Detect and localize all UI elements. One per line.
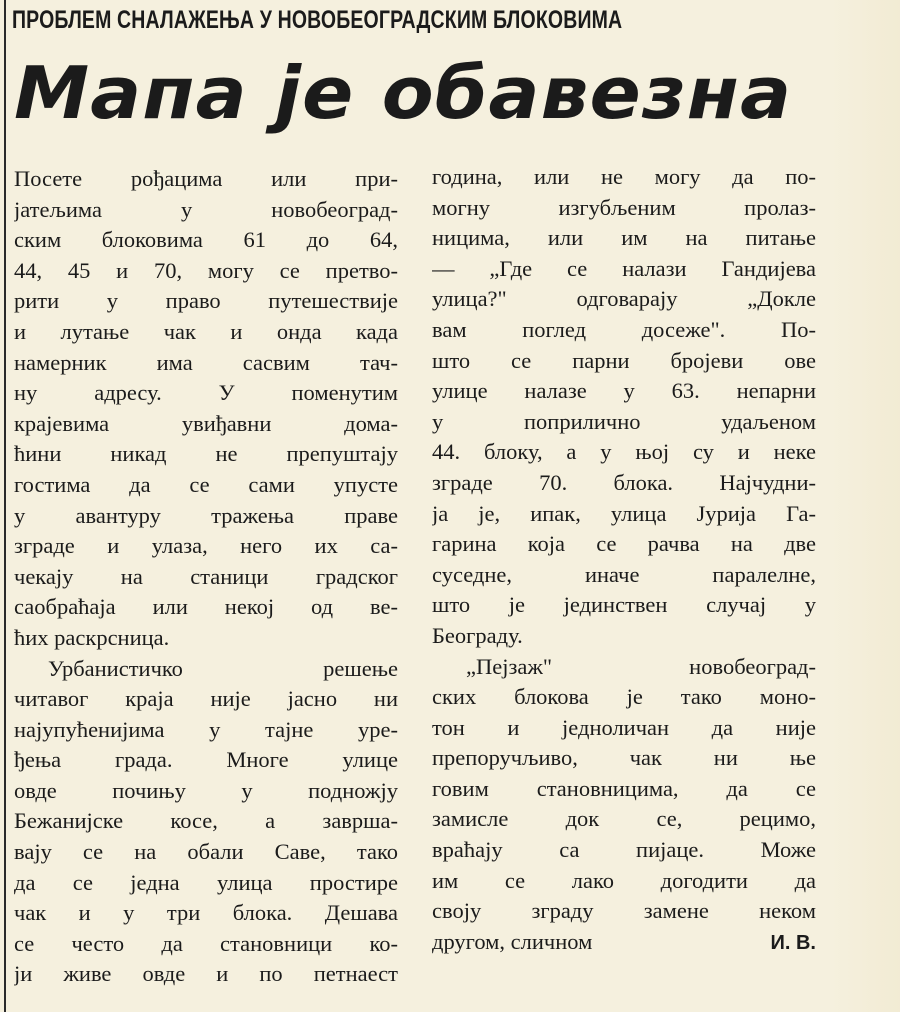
text-line: година, или не могу да по-	[432, 164, 816, 189]
text-line: намерник има сасвим тач-	[14, 349, 398, 375]
text-line: зграде 70. блока. Најчудни-	[432, 469, 816, 495]
text-line: говим становницима, да се	[432, 775, 816, 801]
text-line: гостима да се сами упусте	[14, 471, 398, 497]
text-line: замисле док се, рецимо,	[432, 806, 816, 832]
text-line: Београду.	[432, 622, 523, 648]
text-line: гарина која се рачва на две	[432, 531, 816, 557]
text-line: препоручљиво, чак ни ње	[432, 745, 816, 771]
text-line: улице налазе у 63. непарни	[432, 378, 816, 404]
text-line: чекају на станици градског	[14, 563, 398, 589]
text-line: Урбанистичко решење	[48, 655, 398, 681]
text-line: ским блоковима 61 до 64,	[14, 227, 398, 253]
text-line: се често да становници ко-	[14, 930, 398, 956]
article-column-left	[14, 164, 398, 990]
column-rule	[4, 0, 6, 1012]
text-line: у поприлично удаљеном	[432, 408, 816, 434]
article-headline: Мапа је обавезна	[14, 51, 793, 135]
text-line: своју зграду замене неком	[432, 898, 816, 924]
text-line: најупућенијима у тајне уре-	[14, 716, 398, 742]
text-line: ских блокова је тако моно-	[432, 684, 816, 710]
text-line: Посете рођацима или при-	[14, 166, 398, 191]
text-line: улица?" одговарају „Докле	[432, 286, 816, 312]
text-line: и лутање чак и онда када	[14, 318, 398, 344]
text-line: зграде и улаза, него их са-	[14, 533, 398, 559]
article-kicker: ПРОБЛЕМ СНАЛАЖЕЊА У НОВОБЕОГРАДСКИМ БЛОКОВИМА	[12, 6, 623, 34]
article-column-right	[432, 162, 816, 958]
text-line: могну изгубљеним пролаз-	[432, 194, 816, 220]
text-line: ји живе овде и по петнаест	[14, 961, 398, 987]
text-line: ницима, или им на питање	[432, 225, 816, 251]
text-line: крајевима увиђавни дома-	[14, 410, 398, 436]
text-line: чак и у три блока. Дешава	[14, 900, 398, 926]
text-line: што је јединствен случај у	[432, 592, 816, 618]
text-line: ђења града. Многе улице	[14, 747, 398, 773]
closing-line-with-byline	[432, 927, 816, 959]
author-byline: И. В.	[770, 931, 816, 954]
text-line: 44, 45 и 70, могу се претво-	[14, 257, 398, 283]
text-line: — „Где се налази Гандијева	[432, 255, 816, 281]
text-line: тон и једноличан да није	[432, 714, 816, 740]
text-line: ћини никад не препуштају	[14, 441, 398, 467]
text-line: читавог краја није јасно ни	[14, 686, 398, 712]
text-line: ну адресу. У поменутим	[14, 380, 398, 406]
text-line: ћих раскрсница.	[14, 624, 170, 650]
text-line: Бежанијске косе, а заврша-	[14, 808, 398, 834]
text-line: им се лако догодити да	[432, 867, 816, 893]
text-line: овде почињу у подножју	[14, 777, 398, 803]
text-line: што се парни бројеви ове	[432, 347, 816, 373]
text-line: ја је, ипак, улица Јурија Га-	[432, 500, 816, 526]
paper-edge-shading	[830, 0, 900, 1012]
text-line: суседне, иначе паралелне,	[432, 561, 816, 587]
text-line: да се једна улица простире	[14, 869, 398, 895]
text-line: „Пејзаж" новобеоград-	[466, 653, 816, 679]
text-line: јатељима у новобеоград-	[14, 196, 398, 222]
text-line: другом, сличном	[432, 928, 593, 954]
text-line: саобраћаја или некој од ве-	[14, 594, 398, 620]
text-line: 44. блоку, а у њој су и неке	[432, 439, 816, 465]
text-line: вам поглед досеже". По-	[432, 316, 816, 342]
text-line: враћају са пијаце. Може	[432, 837, 816, 863]
text-line: вају се на обали Саве, тако	[14, 839, 398, 865]
text-line: у авантуру тражења праве	[14, 502, 398, 528]
text-line: рити у право путешествије	[14, 288, 398, 314]
